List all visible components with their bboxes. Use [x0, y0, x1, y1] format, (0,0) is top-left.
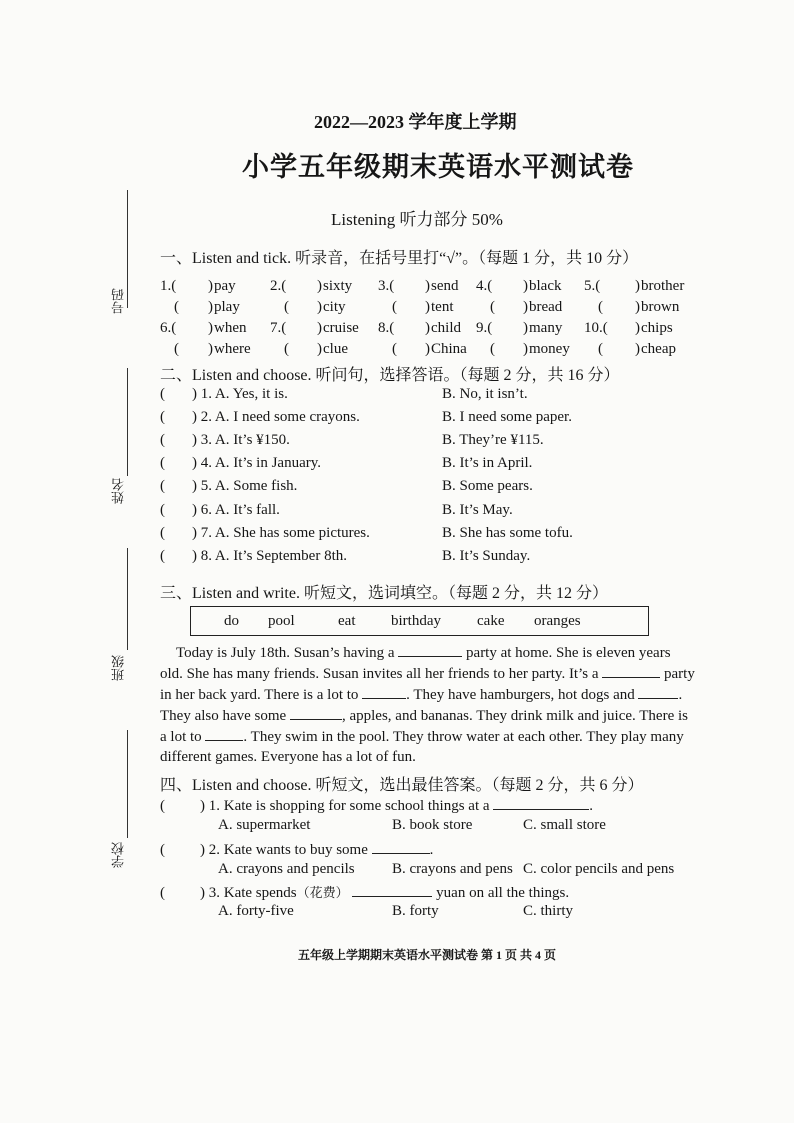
close-paren[interactable]: ) — [208, 278, 213, 294]
tick-word: sixty — [323, 278, 353, 294]
option-a[interactable]: A. supermarket — [218, 817, 311, 833]
passage-line — [176, 642, 708, 664]
word-bank-item: eat — [338, 613, 356, 629]
passage-text: . — [678, 687, 683, 703]
section-1-heading: 一、Listen and tick. 听录音，在括号里打“√”。（每题 1 分，共 10 分） — [160, 250, 639, 267]
word-bank-item: cake — [477, 613, 505, 629]
choice-b: B. Some pears. — [442, 478, 533, 494]
close-paren[interactable]: ) — [208, 299, 213, 315]
binding-line — [127, 368, 128, 476]
open-paren[interactable]: ( — [598, 341, 603, 357]
close-paren[interactable]: ) — [635, 341, 640, 357]
page-footer: 五年级上学期期末英语水平测试卷 第 1 页 共 4 页 — [298, 948, 557, 962]
passage-line — [160, 663, 695, 685]
choice-b: B. It’s May. — [442, 502, 513, 518]
tick-word: clue — [323, 341, 348, 357]
passage-text: party — [664, 666, 695, 682]
choice-a: ) 4. A. It’s in January. — [192, 455, 322, 471]
section-3-heading: 三、Listen and write. 听短文，选词填空。（每题 2 分，共 12 分） — [160, 585, 608, 602]
side-label-name: 姓名 — [112, 478, 127, 504]
open-paren[interactable]: ( — [160, 386, 165, 402]
close-paren[interactable]: ) — [523, 320, 528, 336]
question-2 — [160, 839, 433, 859]
close-paren[interactable]: ) — [208, 341, 213, 357]
close-paren[interactable]: ) — [425, 278, 430, 294]
close-paren[interactable]: ) — [317, 278, 322, 294]
choice-b: B. She has some tofu. — [442, 525, 573, 541]
tick-word: many — [529, 320, 563, 336]
tick-word: pay — [214, 278, 236, 294]
passage-text: , apples, and bananas. They drink milk and juice. There is — [341, 708, 688, 724]
choice-a: ) 8. A. It’s September 8th. — [192, 548, 347, 564]
passage-text: party at home. She is eleven years — [466, 645, 671, 661]
question-text: ) 3. Kate spends — [200, 885, 297, 901]
tick-word: China — [431, 341, 467, 357]
close-paren[interactable]: ) — [635, 299, 640, 315]
tick-word: brown — [641, 299, 680, 315]
open-paren[interactable]: ( — [174, 341, 179, 357]
open-paren[interactable]: ( — [174, 299, 179, 315]
item-number: 1.( — [160, 278, 177, 294]
open-paren[interactable]: ( — [392, 341, 397, 357]
tick-word: child — [431, 320, 461, 336]
answer-blank[interactable] — [362, 684, 406, 699]
binding-line — [127, 548, 128, 650]
passage-text: in her back yard. There is a lot to — [160, 687, 359, 703]
tick-word: money — [529, 341, 570, 357]
passage-text: old. She has many friends. Susan invites all her friends to her party. It’s a — [160, 666, 599, 682]
close-paren[interactable]: ) — [317, 320, 322, 336]
tick-word: cruise — [323, 320, 359, 336]
option-b[interactable]: B. forty — [392, 903, 439, 919]
close-paren[interactable]: ) — [208, 320, 213, 336]
tick-word: cheap — [641, 341, 676, 357]
item-number: 4.( — [476, 278, 493, 294]
exam-title: 小学五年级期末英语水平测试卷 — [242, 152, 634, 183]
answer-blank[interactable] — [352, 882, 432, 897]
choice-b: B. It’s in April. — [442, 455, 533, 471]
choice-b: B. No, it isn’t. — [442, 386, 528, 402]
choice-b: B. It’s Sunday. — [442, 548, 531, 564]
passage-line — [160, 684, 692, 706]
tick-word: black — [529, 278, 562, 294]
open-paren[interactable]: ( — [160, 842, 165, 858]
question-note: （花费） — [296, 885, 349, 900]
close-paren[interactable]: ) — [635, 320, 640, 336]
open-paren[interactable]: ( — [490, 341, 495, 357]
open-paren[interactable]: ( — [392, 299, 397, 315]
tick-word: tent — [431, 299, 454, 315]
open-paren[interactable]: ( — [160, 548, 165, 564]
word-bank-item: oranges — [534, 613, 581, 629]
close-paren[interactable]: ) — [523, 341, 528, 357]
answer-blank[interactable] — [290, 705, 342, 720]
open-paren[interactable]: ( — [160, 525, 165, 541]
part-title: Listening 听力部分 50% — [331, 210, 503, 229]
passage-line — [160, 705, 692, 727]
open-paren[interactable]: ( — [160, 798, 165, 814]
choice-a: ) 5. A. Some fish. — [192, 478, 298, 494]
close-paren[interactable]: ) — [635, 278, 640, 294]
close-paren[interactable]: ) — [425, 299, 430, 315]
open-paren[interactable]: ( — [160, 502, 165, 518]
item-number: 7.( — [270, 320, 287, 336]
answer-blank[interactable] — [638, 684, 678, 699]
tick-word: where — [214, 341, 251, 357]
binding-line — [127, 730, 128, 838]
option-c[interactable]: C. small store — [523, 817, 606, 833]
tick-word: brother — [641, 278, 685, 294]
answer-blank[interactable] — [398, 642, 462, 657]
choice-a: ) 3. A. It’s ¥150. — [192, 432, 290, 448]
item-number: 6.( — [160, 320, 177, 336]
open-paren[interactable]: ( — [160, 432, 165, 448]
choice-b: B. I need some paper. — [442, 409, 572, 425]
option-a[interactable]: A. forty-five — [218, 903, 294, 919]
question-3 — [160, 882, 569, 902]
word-bank — [190, 606, 649, 636]
choice-a: ) 1. A. Yes, it is. — [192, 386, 288, 402]
choice-a: ) 6. A. It’s fall. — [192, 502, 280, 518]
item-number: 9.( — [476, 320, 493, 336]
answer-blank[interactable] — [205, 726, 243, 741]
choice-b: B. They’re ¥115. — [442, 432, 544, 448]
question-1 — [160, 795, 593, 815]
close-paren[interactable]: ) — [523, 299, 528, 315]
close-paren[interactable]: ) — [317, 299, 322, 315]
word-bank-item: do — [224, 613, 239, 629]
item-number: 10.( — [584, 320, 608, 336]
answer-blank[interactable] — [493, 795, 589, 810]
passage-line — [160, 726, 692, 748]
question-text: . — [429, 842, 434, 858]
school-year: 2022—2023 学年度上学期 — [314, 112, 517, 132]
option-a[interactable]: A. crayons and pencils — [218, 861, 355, 877]
passage-text: Today is July 18th. Susan’s having a — [176, 645, 395, 661]
choice-a: ) 7. A. She has some pictures. — [192, 525, 370, 541]
item-number: 3.( — [378, 278, 395, 294]
open-paren[interactable]: ( — [160, 409, 165, 425]
tick-word: bread — [529, 299, 563, 315]
tick-word: city — [323, 299, 346, 315]
option-b[interactable]: B. book store — [392, 817, 473, 833]
word-bank-item: birthday — [391, 613, 441, 629]
item-number: 5.( — [584, 278, 601, 294]
side-label-number: 号码 — [112, 288, 127, 314]
option-c[interactable]: C. color pencils and pens — [523, 861, 675, 877]
close-paren[interactable]: ) — [523, 278, 528, 294]
question-text: yuan on all the things. — [436, 885, 570, 901]
word-bank-item: pool — [268, 613, 295, 629]
item-number: 2.( — [270, 278, 287, 294]
passage-text: . They swim in the pool. They throw water at each other. They play many — [243, 729, 684, 745]
option-c[interactable]: C. thirty — [523, 903, 574, 919]
option-b[interactable]: B. crayons and pens — [392, 861, 513, 877]
open-paren[interactable]: ( — [284, 299, 289, 315]
answer-blank[interactable] — [602, 663, 660, 678]
question-text: . — [589, 798, 594, 814]
side-label-class: 班级 — [112, 655, 127, 681]
section-2-heading: 二、Listen and choose. 听问句，选择答语。（每题 2 分，共 16 分） — [160, 367, 620, 384]
open-paren[interactable]: ( — [160, 885, 165, 901]
close-paren[interactable]: ) — [425, 341, 430, 357]
open-paren[interactable]: ( — [598, 299, 603, 315]
side-label-school: 学校 — [112, 842, 127, 868]
passage-text: a lot to — [160, 729, 202, 745]
tick-word: send — [431, 278, 459, 294]
close-paren[interactable]: ) — [425, 320, 430, 336]
passage-text: . They have hamburgers, hot dogs and — [406, 687, 635, 703]
passage-line: different games. Everyone has a lot of fun. — [160, 749, 416, 765]
question-text: ) 2. Kate wants to buy some — [200, 842, 368, 858]
section-4-heading: 四、Listen and choose. 听短文，选出最佳答案。（每题 2 分，共 6 分） — [160, 777, 644, 794]
open-paren[interactable]: ( — [284, 341, 289, 357]
tick-word: chips — [641, 320, 673, 336]
tick-word: play — [214, 299, 240, 315]
choice-a: ) 2. A. I need some crayons. — [192, 409, 360, 425]
answer-blank[interactable] — [372, 839, 430, 854]
open-paren[interactable]: ( — [160, 478, 165, 494]
item-number: 8.( — [378, 320, 395, 336]
open-paren[interactable]: ( — [160, 455, 165, 471]
close-paren[interactable]: ) — [317, 341, 322, 357]
passage-text: They also have some — [160, 708, 287, 724]
question-text: ) 1. Kate is shopping for some school things at a — [200, 798, 490, 814]
tick-word: when — [214, 320, 247, 336]
open-paren[interactable]: ( — [490, 299, 495, 315]
